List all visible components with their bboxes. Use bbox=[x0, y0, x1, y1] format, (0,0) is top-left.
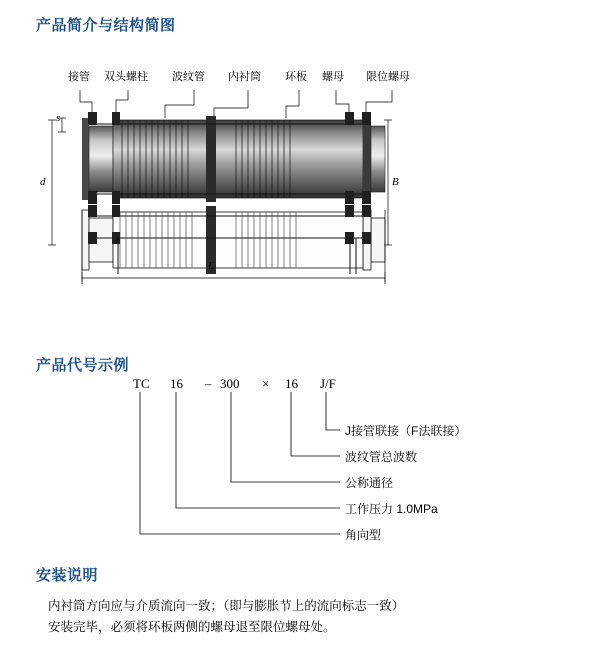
part-label-ring-plate: 环板 bbox=[285, 71, 307, 83]
code-desc-waves: 波纹管总波数 bbox=[345, 450, 418, 464]
structure-diagram bbox=[0, 60, 600, 300]
code-desc-pressure: 工作压力 1.0MPa bbox=[345, 502, 438, 516]
code-desc-diameter: 公称通径 bbox=[345, 476, 394, 490]
code-token-connection: J/F bbox=[320, 376, 336, 391]
section-title-install: 安装说明 bbox=[36, 567, 99, 584]
dimension-label-l: L bbox=[208, 260, 215, 272]
part-label-limit-nut: 限位螺母 bbox=[366, 71, 410, 83]
install-notes bbox=[48, 596, 568, 638]
structure-diagram-svg bbox=[0, 60, 600, 300]
section-title-intro: 产品简介与结构简图 bbox=[36, 17, 176, 34]
code-token-waves: 16 bbox=[285, 376, 298, 391]
part-label-liner: 内衬筒 bbox=[228, 71, 261, 83]
part-label-connector: 接管 bbox=[68, 71, 90, 83]
part-label-bellows: 波纹管 bbox=[172, 71, 205, 83]
dimension-label-d: d bbox=[40, 176, 46, 188]
code-desc-connection: J接管联接（F法联接） bbox=[345, 424, 467, 438]
code-token-times: × bbox=[262, 376, 270, 391]
code-leader-lines bbox=[0, 378, 600, 548]
dimension-label-s: s bbox=[56, 112, 61, 124]
code-token-type: TC bbox=[133, 376, 150, 391]
section-title-code: 产品代号示例 bbox=[36, 357, 130, 374]
install-note-1: 内衬筒方向应与介质流向一致；（即与膨胀节上的流向标志一致） bbox=[48, 599, 405, 613]
part-label-nut: 螺母 bbox=[322, 71, 344, 83]
code-token-diameter: 300 bbox=[220, 376, 240, 391]
code-token-pressure: 16 bbox=[170, 376, 183, 391]
product-code-example bbox=[0, 378, 600, 548]
install-note-2: 安装完毕，必须将环板两侧的螺母退至限位螺母处。 bbox=[48, 620, 336, 634]
part-label-double-end-stud: 双头螺柱 bbox=[104, 71, 148, 83]
code-desc-type: 角向型 bbox=[345, 528, 382, 542]
code-token-dash: – bbox=[205, 376, 212, 391]
dimension-label-b: B bbox=[392, 176, 399, 188]
